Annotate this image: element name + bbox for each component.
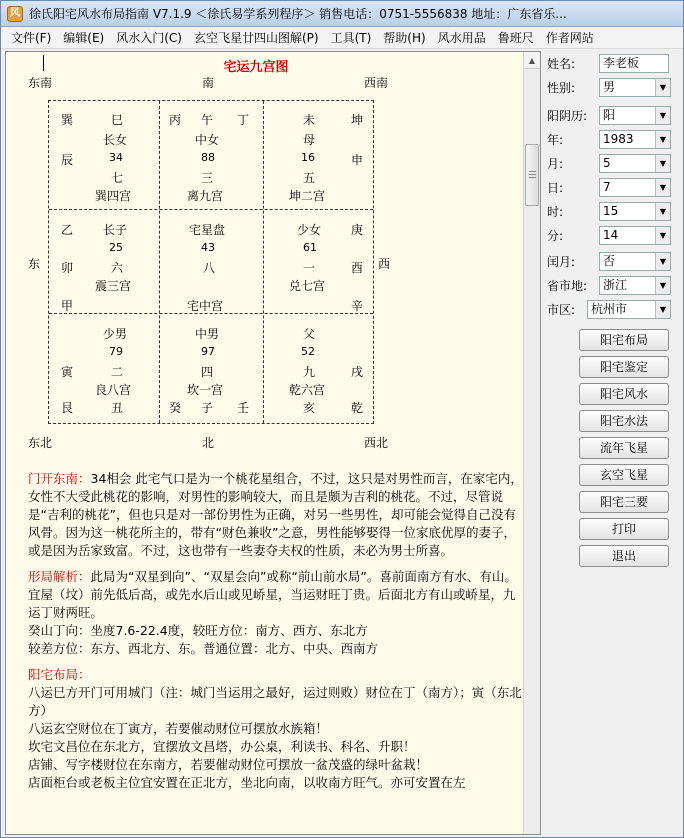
menu-xuankong[interactable]: 玄空飞星廿四山图解(P) [193,31,319,45]
dir-west: 西 [378,257,391,271]
row-sex [547,77,667,97]
chevron-down-icon: ▼ [655,107,670,124]
chevron-down-icon: ▼ [655,253,670,270]
exit-button[interactable]: 退出 [579,545,669,567]
dir-northeast: 东北 [28,436,53,450]
row-city [547,299,667,319]
chevron-down-icon: ▼ [655,227,670,244]
row-month [547,153,667,173]
day-label: 日: [547,180,564,195]
dir-southwest: 西南 [364,76,389,90]
yangzhai-fengshui-button[interactable]: 阳宅风水 [579,383,669,405]
palace-gen: 少男 79 寅 二 良八宫 艮 丑 [61,327,132,415]
name-label: 姓名: [547,56,576,71]
sex-select[interactable]: 男 ▼ [599,78,671,97]
palace-kun: 未 坤 母 16 申 五 坤二宫 [289,113,364,203]
province-label: 省市地: [547,278,588,293]
palace-zhen: 乙 长子 25 卯 六 震三宫 甲 [61,223,132,313]
row-province [547,275,667,295]
palace-kan: 中男 97 四 坎一宫 癸 子 壬 [169,327,250,415]
xuankong-flying-star-button[interactable]: 玄空飞星 [579,464,669,486]
row-year [547,129,667,149]
row-minute [547,225,667,245]
yangzhai-layout-button[interactable]: 阳宅布局 [579,329,669,351]
row-yinyang [547,105,667,125]
calendar-type-label: 阳阴历: [547,108,588,123]
chevron-down-icon: ▼ [655,203,670,220]
menu-fengshui-intro[interactable]: 风水入门(C) [116,31,182,45]
dir-north: 北 [202,436,215,450]
day-select[interactable]: 7 ▼ [599,178,671,197]
row-day [547,177,667,197]
row-leap [547,251,667,271]
hour-label: 时: [547,204,564,219]
window-title: 徐氏阳宅风水布局指南 V7.1.9 ＜徐氏易学系列程序＞ 销售电话：0751-5556838 地址：广东省乐... [29,7,567,21]
paragraph-door: 门开东南：34相会 此宅气口是为一个桃花星组合，不过，这只是对男性而言，在家宅内，女性不大受此桃花的影响，对男性的影响较大，而且是颇为吉利的桃花。不过，尽管说是“吉利的桃花”，但也只是对一部份男性为正确，对另一些男性，却可能会觉得自己没有风骨。因为这一桃花所主的，带有“财色兼收”之意，男性能够娶得一位家底优厚的妻子，或是因为岳家致富。不过，这也带有一些妻夺夫权的性质，未必为男士所喜。 [28,471,523,558]
chevron-down-icon: ▼ [655,155,670,172]
month-select[interactable]: 5 ▼ [599,154,671,173]
year-select[interactable]: 1983 ▼ [599,130,671,149]
minute-select[interactable]: 14 ▼ [599,226,671,245]
sex-label: 性别: [547,80,576,95]
app-logo-icon: 风 [7,6,23,22]
menu-bar [1,28,683,49]
menu-tools[interactable]: 工具(T) [330,31,372,45]
palace-li: 丙 午 丁 中女 88 三 离九宫 [169,113,250,203]
leap-month-select[interactable]: 否 ▼ [599,252,671,271]
chevron-down-icon: ▼ [655,131,670,148]
leap-month-label: 闰月: [547,254,576,269]
palace-qian: 父 52 九 戌 乾六宫 亥 乾 [289,327,364,415]
province-select[interactable]: 浙江 ▼ [599,276,671,295]
palace-xun: 巽 巳 长女 辰 34 七 巽四宫 [61,113,132,203]
year-label: 年: [547,132,564,147]
city-select[interactable]: 杭州市 ▼ [587,300,671,319]
row-hour [547,201,667,221]
scroll-thumb[interactable] [525,144,539,206]
analysis-text [28,470,524,800]
input-panel [543,51,683,835]
menu-file[interactable]: 文件(F) [11,31,52,45]
chart-title: 宅运九宫图 [223,60,289,75]
chevron-down-icon: ▼ [655,301,670,318]
text-caret [43,55,44,71]
paragraph-layout: 阳宅布局： 八运巳方开门可用城门（注：城门当运用之最好，运过则败）财位在丁（南方）；寅（东北方） 八运玄空财位在丁寅方，若要催动财位可摆放水族箱！ 坎宅文昌位在东北方，宜摆放文昌塔，办公桌，利读书、科名、升职！ 店铺、写字楼财位在东南方，若要催动财位可摆放一盆茂盛的绿叶盆栽！ 店面柜台或老板主位宜安置在正北方，坐北向南，以收南方旺气。亦可安置在左 [28,667,522,790]
paragraph-form: 形局解析：此局为“双星到向”、“双星会向”或称“前山前水局”。喜前面南方有水、有山。宜屋（坟）前先低后高，或先水后山或见峤星，当运财旺丁贵。后面北方有山或峤星，九运丁财两旺。 癸山丁向：坐度7.6-22.4度，较旺方位：南方、西方、东北方 较差方位：东方、西北方、东。普通位置：北方、中央、西南方 [28,569,517,656]
dir-south: 南 [202,76,215,90]
chevron-down-icon: ▼ [655,277,670,294]
result-panel [5,51,541,835]
yangzhai-three-essentials-button[interactable]: 阳宅三要 [579,491,669,513]
menu-author-site[interactable]: 作者网站 [545,31,594,45]
vertical-scrollbar[interactable] [523,52,540,834]
chevron-down-icon: ▼ [655,79,670,96]
dir-northwest: 西北 [364,436,389,450]
minute-label: 分: [547,228,564,243]
palace-dui: 少女 庚 61 一 酉 兑七宫 辛 [289,223,364,313]
dir-southeast: 东南 [28,76,53,90]
menu-help[interactable]: 帮助(H) [383,31,426,45]
name-input[interactable]: 李老板 [599,54,669,73]
yangzhai-appraisal-button[interactable]: 阳宅鉴定 [579,356,669,378]
palace-center: 宅星盘 43 八 宅中宫 [187,223,226,313]
menu-edit[interactable]: 编辑(E) [63,31,105,45]
hour-select[interactable]: 15 ▼ [599,202,671,221]
city-label: 市区: [547,302,576,317]
calendar-type-select[interactable]: 阳 ▼ [599,106,671,125]
yangzhai-water-button[interactable]: 阳宅水法 [579,410,669,432]
title-bar[interactable] [1,1,683,27]
menu-fengshui-goods[interactable]: 风水用品 [437,31,486,45]
scroll-up-arrow-icon[interactable]: ▲ [524,52,540,69]
row-name [547,53,640,73]
menu-luban-ruler[interactable]: 鲁班尺 [497,31,534,45]
nine-palace-grid [48,100,374,424]
chevron-down-icon: ▼ [655,179,670,196]
month-label: 月: [547,156,564,171]
dir-east: 东 [28,257,41,271]
print-button[interactable]: 打印 [579,518,669,540]
annual-flying-star-button[interactable]: 流年飞星 [579,437,669,459]
